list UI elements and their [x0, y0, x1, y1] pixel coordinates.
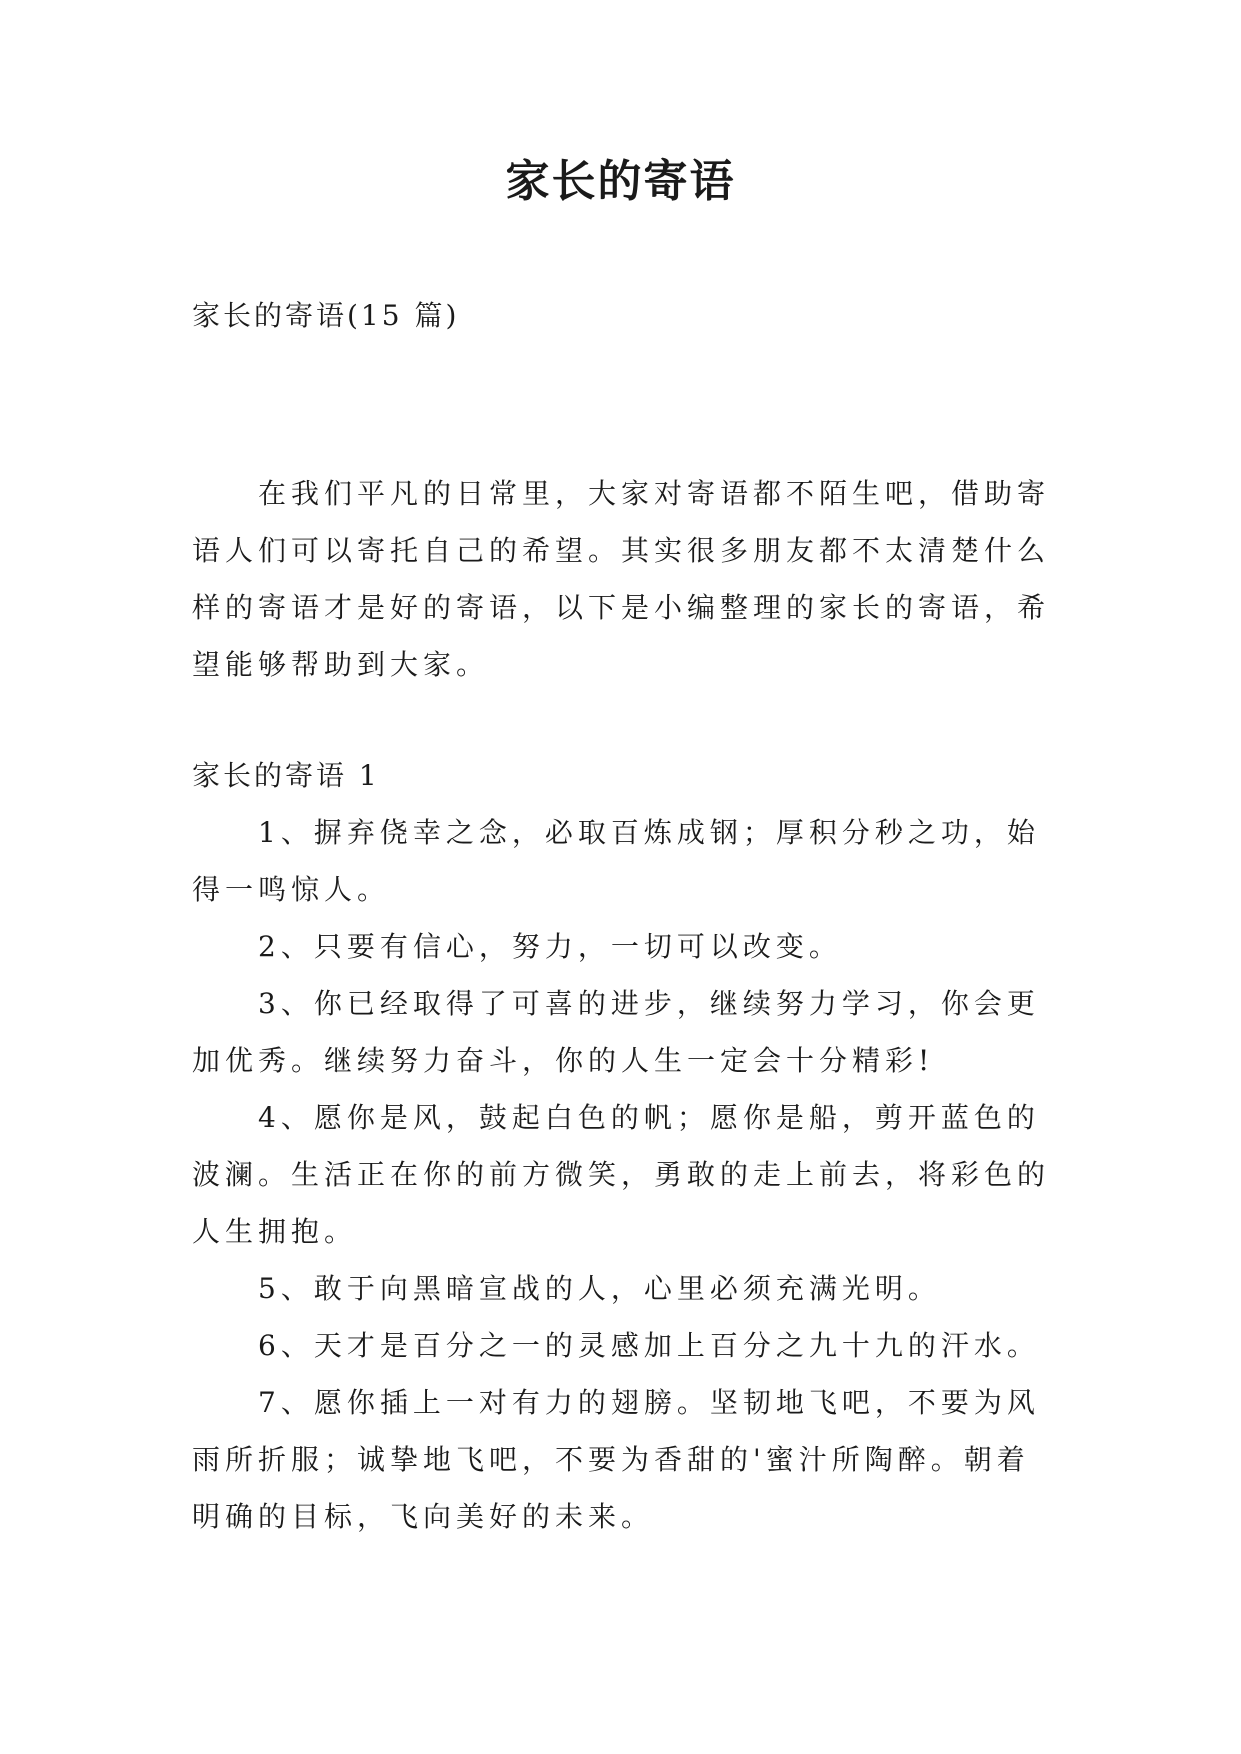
document-subtitle: 家长的寄语(15 篇) [192, 299, 460, 332]
list-item: 6、天才是百分之一的灵感加上百分之九十九的汗水。 [258, 1329, 1040, 1362]
intro-paragraph: 在我们平凡的日常里，大家对寄语都不陌生吧，借助寄语人们可以寄托自己的希望。其实很多朋友都不太清楚什么样的寄语才是好的寄语，以下是小编整理的家长的寄语，希望能够帮助到大家。 [192, 477, 1051, 681]
list-item: 4、愿你是风，鼓起白色的帆；愿你是船，剪开蓝色的波澜。生活正在你的前方微笑，勇敢的走上前去，将彩色的人生拥抱。 [192, 1101, 1051, 1248]
list-item: 5、敢于向黑暗宣战的人，心里必须充满光明。 [258, 1272, 941, 1305]
section-heading: 家长的寄语 1 [192, 759, 380, 792]
document-title: 家长的寄语 [505, 156, 736, 207]
list-item: 1、摒弃侥幸之念，必取百炼成钢；厚积分秒之功，始得一鸣惊人。 [192, 816, 1040, 906]
section-1 [192, 747, 1062, 1545]
list-item: 7、愿你插上一对有力的翅膀。坚韧地飞吧，不要为风雨所折服；诚挚地飞吧，不要为香甜的'蜜汁所陶醉。朝着明确的目标，飞向美好的未来。 [192, 1386, 1040, 1533]
list-item: 2、只要有信心，努力，一切可以改变。 [258, 930, 842, 963]
list-item: 3、你已经取得了可喜的进步，继续努力学习，你会更加优秀。继续努力奋斗，你的人生一定会十分精彩! [192, 987, 1040, 1077]
